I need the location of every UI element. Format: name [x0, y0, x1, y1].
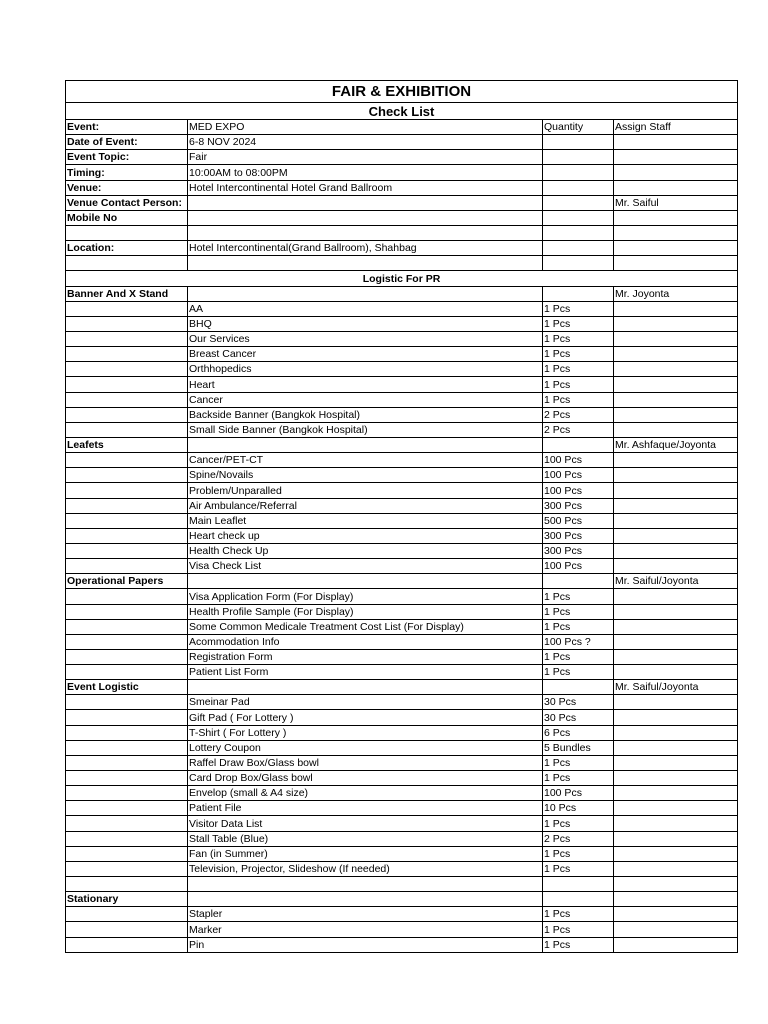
item-name: Patient List Form: [188, 665, 543, 680]
item-assign-staff: [614, 725, 738, 740]
item-category: [66, 422, 188, 437]
item-name: Stapler: [188, 907, 543, 922]
item-assign-staff: [614, 483, 738, 498]
item-category: [66, 453, 188, 468]
table-row: [66, 437, 738, 452]
sheet-subtitle: Check List: [66, 103, 738, 120]
item-assign-staff: [614, 316, 738, 331]
table-row: [66, 619, 738, 634]
item-quantity: 100 Pcs: [543, 468, 614, 483]
table-row: [66, 407, 738, 422]
table-row: [66, 347, 738, 362]
info-value: [188, 210, 543, 225]
info-label: Timing:: [66, 165, 188, 180]
item-category: [66, 786, 188, 801]
item-name: Spine/Novails: [188, 468, 543, 483]
item-category: [66, 347, 188, 362]
item-quantity: 1 Pcs: [543, 604, 614, 619]
info-quantity: [543, 225, 614, 240]
item-name: [188, 437, 543, 452]
table-row: [66, 649, 738, 664]
item-quantity: 1 Pcs: [543, 316, 614, 331]
info-row: [66, 165, 738, 180]
info-assign-staff: [614, 210, 738, 225]
item-quantity: 1 Pcs: [543, 301, 614, 316]
item-category: [66, 619, 188, 634]
info-assign-staff: Mr. Saiful: [614, 195, 738, 210]
table-row: [66, 907, 738, 922]
item-assign-staff: [614, 861, 738, 876]
section-title: Logistic For PR: [66, 271, 738, 286]
item-category: [66, 649, 188, 664]
item-name: Heart check up: [188, 528, 543, 543]
table-row: [66, 498, 738, 513]
table-row: [66, 543, 738, 558]
item-name: Orthhopedics: [188, 362, 543, 377]
item-quantity: 1 Pcs: [543, 816, 614, 831]
item-assign-staff: [614, 710, 738, 725]
item-name: Patient File: [188, 801, 543, 816]
table-row: [66, 513, 738, 528]
table-row: [66, 922, 738, 937]
item-category: [66, 816, 188, 831]
info-assign-staff: Assign Staff: [614, 120, 738, 135]
item-category: [66, 604, 188, 619]
item-quantity: [543, 574, 614, 589]
item-assign-staff: [614, 513, 738, 528]
table-row: [66, 771, 738, 786]
item-name: Stall Table (Blue): [188, 831, 543, 846]
item-assign-staff: [614, 771, 738, 786]
item-quantity: 100 Pcs: [543, 559, 614, 574]
item-name: Acommodation Info: [188, 634, 543, 649]
item-category: [66, 922, 188, 937]
table-row: [66, 877, 738, 892]
item-name: Health Profile Sample (For Display): [188, 604, 543, 619]
item-quantity: 1 Pcs: [543, 861, 614, 876]
item-name: Television, Projector, Slideshow (If needed): [188, 861, 543, 876]
item-quantity: 1 Pcs: [543, 331, 614, 346]
item-name: Marker: [188, 922, 543, 937]
item-category: [66, 831, 188, 846]
item-name: Air Ambulance/Referral: [188, 498, 543, 513]
item-quantity: 1 Pcs: [543, 922, 614, 937]
item-category: [66, 468, 188, 483]
table-row: [66, 468, 738, 483]
table-row: [66, 665, 738, 680]
item-category: [66, 801, 188, 816]
table-row: [66, 786, 738, 801]
title-row: [66, 81, 738, 103]
item-quantity: 1 Pcs: [543, 937, 614, 952]
item-category: [66, 907, 188, 922]
item-category: [66, 937, 188, 952]
item-assign-staff: [614, 740, 738, 755]
table-row: [66, 816, 738, 831]
info-value: [188, 195, 543, 210]
item-assign-staff: [614, 922, 738, 937]
info-quantity: [543, 195, 614, 210]
sheet-title: FAIR & EXHIBITION: [66, 81, 738, 103]
item-quantity: 100 Pcs: [543, 453, 614, 468]
item-name: Small Side Banner (Bangkok Hospital): [188, 422, 543, 437]
info-row: [66, 256, 738, 271]
item-category: [66, 634, 188, 649]
item-assign-staff: [614, 619, 738, 634]
item-assign-staff: [614, 453, 738, 468]
info-label: Location:: [66, 241, 188, 256]
info-quantity: [543, 241, 614, 256]
item-quantity: 30 Pcs: [543, 695, 614, 710]
item-assign-staff: [614, 331, 738, 346]
item-name: Gift Pad ( For Lottery ): [188, 710, 543, 725]
item-assign-staff: [614, 362, 738, 377]
item-category: [66, 771, 188, 786]
item-name: BHQ: [188, 316, 543, 331]
item-assign-staff: [614, 377, 738, 392]
info-assign-staff: [614, 150, 738, 165]
item-quantity: 1 Pcs: [543, 649, 614, 664]
table-row: [66, 831, 738, 846]
info-quantity: [543, 180, 614, 195]
item-quantity: [543, 286, 614, 301]
item-name: Cancer/PET-CT: [188, 453, 543, 468]
item-category: [66, 301, 188, 316]
table-row: [66, 286, 738, 301]
info-row: [66, 225, 738, 240]
item-assign-staff: [614, 665, 738, 680]
item-quantity: [543, 892, 614, 907]
table-row: [66, 755, 738, 770]
info-assign-staff: [614, 165, 738, 180]
item-quantity: 1 Pcs: [543, 755, 614, 770]
table-row: [66, 574, 738, 589]
item-assign-staff: [614, 877, 738, 892]
item-name: Backside Banner (Bangkok Hospital): [188, 407, 543, 422]
info-value: 6-8 NOV 2024: [188, 135, 543, 150]
item-category: [66, 589, 188, 604]
item-quantity: 10 Pcs: [543, 801, 614, 816]
info-value: Hotel Intercontinental(Grand Ballroom), Shahbag: [188, 241, 543, 256]
table-row: [66, 331, 738, 346]
item-assign-staff: [614, 649, 738, 664]
item-name: Breast Cancer: [188, 347, 543, 362]
item-category: [66, 377, 188, 392]
item-quantity: 6 Pcs: [543, 725, 614, 740]
item-name: Visitor Data List: [188, 816, 543, 831]
item-quantity: 100 Pcs: [543, 483, 614, 498]
item-assign-staff: Mr. Saiful/Joyonta: [614, 680, 738, 695]
item-category: [66, 407, 188, 422]
info-row: [66, 120, 738, 135]
checklist-table: [65, 80, 738, 953]
table-row: [66, 301, 738, 316]
info-quantity: [543, 256, 614, 271]
item-quantity: 100 Pcs: [543, 786, 614, 801]
item-name: [188, 286, 543, 301]
info-quantity: [543, 165, 614, 180]
item-name: Main Leaflet: [188, 513, 543, 528]
item-name: AA: [188, 301, 543, 316]
info-quantity: [543, 135, 614, 150]
item-assign-staff: [614, 907, 738, 922]
item-category: [66, 392, 188, 407]
item-assign-staff: [614, 407, 738, 422]
table-row: [66, 362, 738, 377]
item-quantity: 1 Pcs: [543, 362, 614, 377]
item-assign-staff: Mr. Joyonta: [614, 286, 738, 301]
item-name: Raffel Draw Box/Glass bowl: [188, 755, 543, 770]
item-assign-staff: [614, 392, 738, 407]
table-row: [66, 861, 738, 876]
info-row: [66, 210, 738, 225]
item-category: [66, 559, 188, 574]
item-assign-staff: [614, 786, 738, 801]
item-category: [66, 740, 188, 755]
info-row: [66, 150, 738, 165]
item-assign-staff: [614, 559, 738, 574]
item-quantity: 1 Pcs: [543, 589, 614, 604]
item-name: Lottery Coupon: [188, 740, 543, 755]
item-category: [66, 710, 188, 725]
table-row: [66, 680, 738, 695]
item-name: Pin: [188, 937, 543, 952]
info-row: [66, 135, 738, 150]
info-label: Event:: [66, 120, 188, 135]
item-category: [66, 331, 188, 346]
item-assign-staff: [614, 301, 738, 316]
item-quantity: 1 Pcs: [543, 392, 614, 407]
item-name: [188, 892, 543, 907]
table-row: [66, 392, 738, 407]
item-name: Fan (in Summer): [188, 846, 543, 861]
item-name: Registration Form: [188, 649, 543, 664]
item-name: Health Check Up: [188, 543, 543, 558]
item-category: [66, 513, 188, 528]
item-category: Stationary: [66, 892, 188, 907]
table-row: [66, 589, 738, 604]
item-assign-staff: [614, 634, 738, 649]
info-label: [66, 256, 188, 271]
item-assign-staff: [614, 589, 738, 604]
item-quantity: 1 Pcs: [543, 771, 614, 786]
item-assign-staff: [614, 816, 738, 831]
table-row: [66, 740, 738, 755]
table-row: [66, 695, 738, 710]
info-value: [188, 256, 543, 271]
table-row: [66, 604, 738, 619]
item-quantity: 1 Pcs: [543, 665, 614, 680]
item-name: Cancer: [188, 392, 543, 407]
item-name: Problem/Unparalled: [188, 483, 543, 498]
info-value: Fair: [188, 150, 543, 165]
item-assign-staff: [614, 755, 738, 770]
item-name: Visa Check List: [188, 559, 543, 574]
item-assign-staff: [614, 892, 738, 907]
item-quantity: 1 Pcs: [543, 907, 614, 922]
item-assign-staff: [614, 695, 738, 710]
table-row: [66, 846, 738, 861]
table-row: [66, 453, 738, 468]
item-assign-staff: [614, 846, 738, 861]
item-quantity: 2 Pcs: [543, 407, 614, 422]
item-quantity: 300 Pcs: [543, 543, 614, 558]
item-category: [66, 877, 188, 892]
info-assign-staff: [614, 256, 738, 271]
item-quantity: 2 Pcs: [543, 422, 614, 437]
item-category: [66, 543, 188, 558]
item-quantity: 300 Pcs: [543, 498, 614, 513]
info-value: Hotel Intercontinental Hotel Grand Ballroom: [188, 180, 543, 195]
item-assign-staff: [614, 468, 738, 483]
item-assign-staff: [614, 937, 738, 952]
item-category: [66, 695, 188, 710]
info-label: Venue:: [66, 180, 188, 195]
info-label: [66, 225, 188, 240]
info-row: [66, 241, 738, 256]
table-row: [66, 483, 738, 498]
info-value: [188, 225, 543, 240]
info-label: Event Topic:: [66, 150, 188, 165]
item-category: Event Logistic: [66, 680, 188, 695]
table-row: [66, 377, 738, 392]
item-assign-staff: [614, 498, 738, 513]
item-name: Heart: [188, 377, 543, 392]
item-name: [188, 680, 543, 695]
item-name: Visa Application Form (For Display): [188, 589, 543, 604]
item-category: [66, 861, 188, 876]
table-row: [66, 559, 738, 574]
info-label: Venue Contact Person:: [66, 195, 188, 210]
info-assign-staff: [614, 241, 738, 256]
info-label: Mobile No: [66, 210, 188, 225]
item-quantity: 1 Pcs: [543, 347, 614, 362]
table-row: [66, 528, 738, 543]
item-category: Operational Papers: [66, 574, 188, 589]
item-category: [66, 483, 188, 498]
item-quantity: [543, 437, 614, 452]
item-category: [66, 498, 188, 513]
item-assign-staff: Mr. Ashfaque/Joyonta: [614, 437, 738, 452]
item-name: Our Services: [188, 331, 543, 346]
item-quantity: 1 Pcs: [543, 619, 614, 634]
item-category: [66, 846, 188, 861]
table-row: [66, 316, 738, 331]
info-quantity: [543, 150, 614, 165]
item-category: [66, 528, 188, 543]
item-category: [66, 316, 188, 331]
item-assign-staff: [614, 347, 738, 362]
table-row: [66, 710, 738, 725]
item-category: Leafets: [66, 437, 188, 452]
item-quantity: 30 Pcs: [543, 710, 614, 725]
item-quantity: 500 Pcs: [543, 513, 614, 528]
item-quantity: [543, 680, 614, 695]
item-quantity: 2 Pcs: [543, 831, 614, 846]
info-quantity: [543, 210, 614, 225]
item-quantity: [543, 877, 614, 892]
item-assign-staff: [614, 604, 738, 619]
table-row: [66, 892, 738, 907]
item-name: [188, 574, 543, 589]
info-value: MED EXPO: [188, 120, 543, 135]
info-value: 10:00AM to 08:00PM: [188, 165, 543, 180]
item-quantity: 100 Pcs ?: [543, 634, 614, 649]
checklist-table-body: [66, 81, 738, 953]
subtitle-row: [66, 103, 738, 120]
item-name: Envelop (small & A4 size): [188, 786, 543, 801]
section-row: [66, 271, 738, 286]
table-row: [66, 725, 738, 740]
item-quantity: 1 Pcs: [543, 846, 614, 861]
item-quantity: 300 Pcs: [543, 528, 614, 543]
item-assign-staff: [614, 831, 738, 846]
info-assign-staff: [614, 225, 738, 240]
table-row: [66, 634, 738, 649]
info-row: [66, 180, 738, 195]
table-row: [66, 801, 738, 816]
item-name: Card Drop Box/Glass bowl: [188, 771, 543, 786]
info-assign-staff: [614, 135, 738, 150]
item-name: [188, 877, 543, 892]
info-row: [66, 195, 738, 210]
item-category: [66, 725, 188, 740]
item-assign-staff: [614, 528, 738, 543]
item-assign-staff: Mr. Saiful/Joyonta: [614, 574, 738, 589]
info-assign-staff: [614, 180, 738, 195]
item-assign-staff: [614, 801, 738, 816]
info-label: Date of Event:: [66, 135, 188, 150]
item-name: Smeinar Pad: [188, 695, 543, 710]
item-category: [66, 665, 188, 680]
item-category: [66, 755, 188, 770]
item-quantity: 5 Bundles: [543, 740, 614, 755]
item-quantity: 1 Pcs: [543, 377, 614, 392]
item-name: Some Common Medicale Treatment Cost List (For Display): [188, 619, 543, 634]
item-category: [66, 362, 188, 377]
item-category: Banner And X Stand: [66, 286, 188, 301]
item-assign-staff: [614, 422, 738, 437]
item-name: T-Shirt ( For Lottery ): [188, 725, 543, 740]
table-row: [66, 422, 738, 437]
table-row: [66, 937, 738, 952]
info-quantity: Quantity: [543, 120, 614, 135]
item-assign-staff: [614, 543, 738, 558]
